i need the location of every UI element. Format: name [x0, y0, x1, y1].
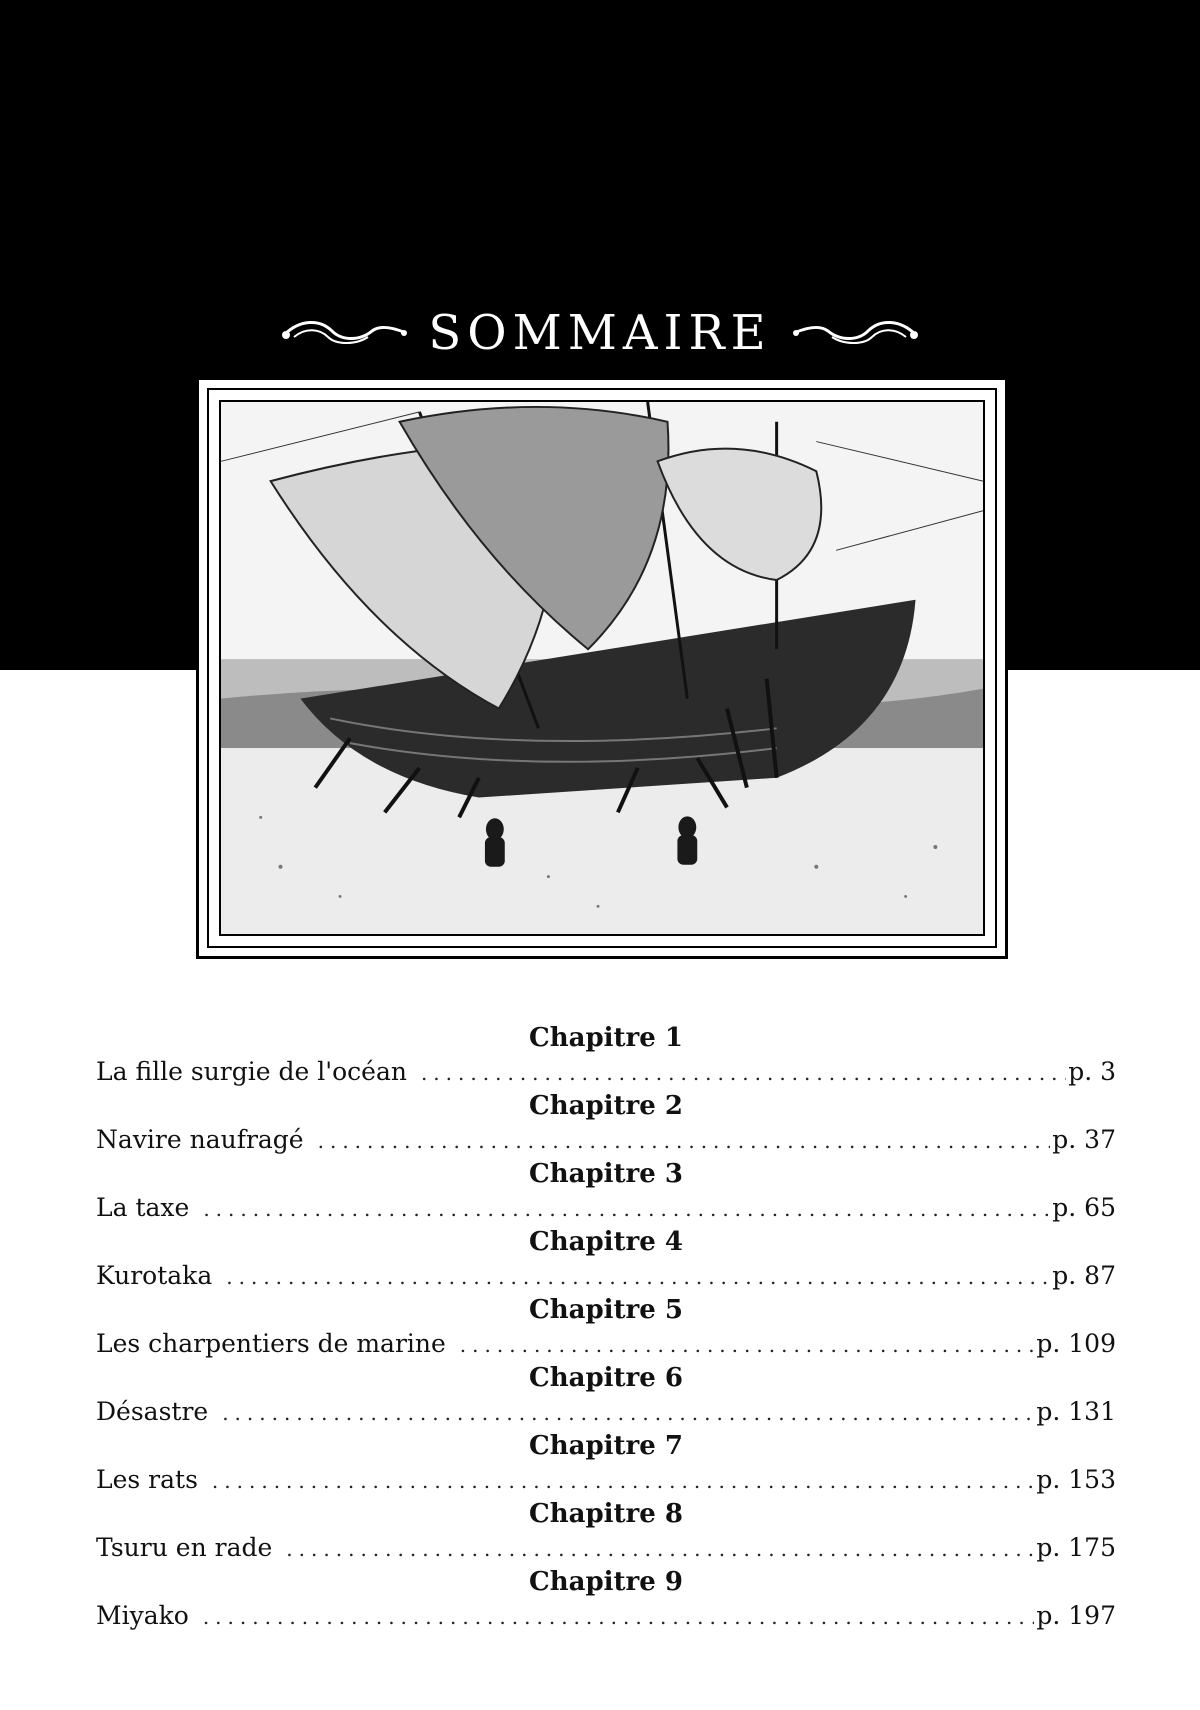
toc-entry [96, 1192, 1116, 1224]
page-number: p. 65 [1052, 1193, 1116, 1222]
toc-entry [96, 1124, 1116, 1156]
chapter-heading: Chapitre 6 [529, 1363, 683, 1393]
entry-title: La fille surgie de l'océan [96, 1057, 407, 1086]
chapter-heading: Chapitre 8 [529, 1499, 683, 1529]
chapter-heading: Chapitre 3 [529, 1159, 683, 1189]
table-of-contents [96, 1020, 1116, 1632]
dot-leader [286, 1533, 1034, 1565]
entry-title: Les charpentiers de marine [96, 1329, 446, 1358]
chapter-heading: Chapitre 7 [529, 1431, 683, 1461]
toc-entry [96, 1464, 1116, 1496]
dot-leader [212, 1465, 1034, 1497]
entry-title: Miyako [96, 1601, 189, 1630]
left-flourish-icon [280, 313, 410, 353]
entry-title: La taxe [96, 1193, 190, 1222]
chapter-heading: Chapitre 5 [529, 1295, 683, 1325]
page-number: p. 153 [1036, 1465, 1116, 1494]
entry-title: Tsuru en rade [96, 1533, 273, 1562]
chapter-heading: Chapitre 4 [529, 1227, 683, 1257]
entry-title: Les rats [96, 1465, 198, 1494]
page-number: p. 37 [1052, 1125, 1116, 1154]
dot-leader [460, 1329, 1035, 1361]
entry-title: Kurotaka [96, 1261, 213, 1290]
chapter-heading: Chapitre 2 [529, 1091, 683, 1121]
toc-entry [96, 1532, 1116, 1564]
toc-entry [96, 1056, 1116, 1088]
page-number: p. 175 [1036, 1533, 1116, 1562]
chapter-heading: Chapitre 1 [529, 1023, 683, 1053]
entry-title: Navire naufragé [96, 1125, 304, 1154]
page-title: SOMMAIRE [428, 305, 772, 361]
illustration-frame [196, 377, 1008, 959]
toc-entry [96, 1260, 1116, 1292]
dot-leader [226, 1261, 1050, 1293]
toc-entry [96, 1396, 1116, 1428]
dot-leader [421, 1057, 1066, 1089]
page-number: p. 131 [1036, 1397, 1116, 1426]
toc-entry [96, 1328, 1116, 1360]
dot-leader [222, 1397, 1034, 1429]
entry-title: Désastre [96, 1397, 209, 1426]
chapter-heading: Chapitre 9 [529, 1567, 683, 1597]
page-number: p. 87 [1052, 1261, 1116, 1290]
ship-on-beach-illustration [219, 400, 985, 936]
page-number: p. 3 [1068, 1057, 1116, 1086]
toc-entry [96, 1600, 1116, 1632]
dot-leader [203, 1193, 1050, 1225]
page-number: p. 109 [1036, 1329, 1116, 1358]
page-number: p. 197 [1036, 1601, 1116, 1630]
dot-leader [203, 1601, 1035, 1633]
dot-leader [318, 1125, 1051, 1157]
title-row [0, 298, 1200, 368]
right-flourish-icon [790, 313, 920, 353]
